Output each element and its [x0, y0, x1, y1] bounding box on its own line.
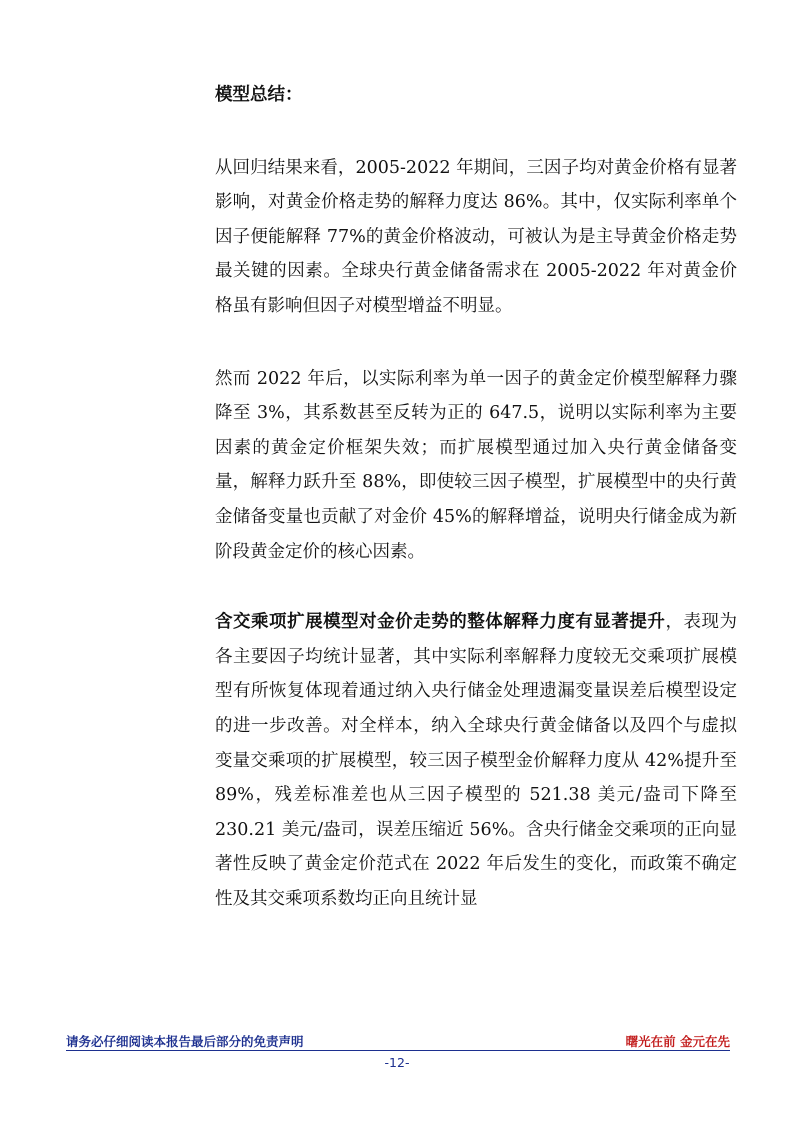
paragraph-post-2022: 然而 2022 年后，以实际利率为单一因子的黄金定价模型解释力骤降至 3%，其系数甚至反转为正的 647.5，说明以实际利率为主要因素的黄金定价框架失效；而扩展模型通过加入央行黄金储备变量，解释力跃升至 88%，即使较三因子模型，扩展模型中的央行黄金储备变量也贡献了对金价 45%的解释增益，说明央行储金成为新阶段黄金定价的核心因素。	[215, 368, 737, 562]
main-content	[215, 78, 737, 916]
paragraph-regression-results: 从回归结果来看，2005-2022 年期间，三因子均对黄金价格有显著影响，对黄金价格走势的解释力度达 86%。其中，仅实际利率单个因子便能解释 77%的黄金价格波动，可被认为是主导黄金价格走势最关键的因素。全球央行黄金储备需求在 2005-2022 年对黄金价格虽有影响但因子对模型增益不明显。	[215, 157, 737, 316]
paragraph-lead-sentence: 含交乘项扩展模型对金价走势的整体解释力度有显著提升	[215, 612, 666, 633]
footer-slogan: 曙光在前 金元在先	[625, 1034, 730, 1049]
paragraph-interaction-model	[215, 605, 737, 916]
page-number: -12-	[384, 1055, 410, 1070]
spacer	[215, 113, 737, 151]
spacer	[215, 569, 737, 605]
paragraph-body-text: ，表现为各主要因子均统计显著，其中实际利率解释力度较无交乘项扩展模型有所恢复体现着通过纳入央行储金处理遗漏变量误差后模型设定的进一步改善。对全样本，纳入全球央行黄金储备以及四个与虚拟变量交乘项的扩展模型，较三因子模型金价解释力度从 42%提升至 89%，残差标准差也从三因子模型的 521.38 美元/盎司下降至 230.21 美元/盎司，误差压缩近 56%。含央行储金交乘项的正向显著性反映了黄金定价范式在 2022 年后发生的变化，而政策不确定性及其交乘项系数均正向且统计显	[215, 612, 738, 909]
section-heading: 模型总结：	[215, 85, 303, 105]
spacer	[215, 324, 737, 362]
footer-divider	[66, 1050, 730, 1051]
footer-disclaimer: 请务必仔细阅读本报告最后部分的免责声明	[66, 1034, 304, 1049]
